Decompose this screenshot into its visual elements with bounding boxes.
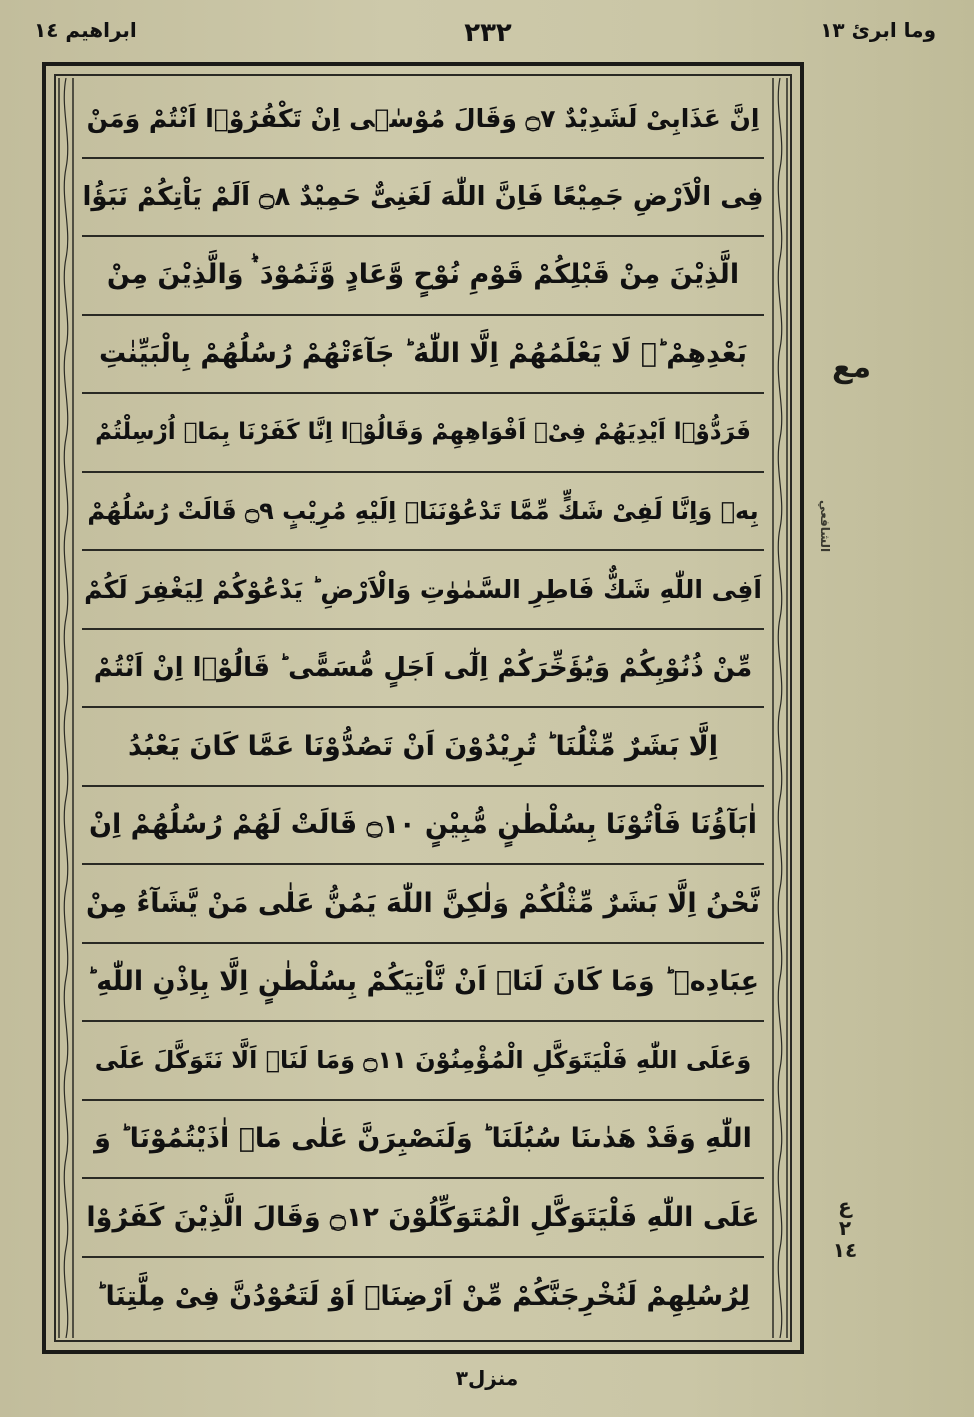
text-line-16: لِرُسُلِهِمْ لَنُخْرِجَنَّكُمْ مِّنْ اَرْضِنَاۤ اَوْ لَتَعُوْدُنَّ فِىْ مِلَّتِنَا ؕ [96,1281,750,1313]
page-number: ٢٣٢ [464,18,512,48]
text-line-8: مِّنْ ذُنُوْبِكُمْ وَيُؤَخِّرَكُمْ اِلٰٓى اَجَلٍ مُّسَمًّى ؕ قَالُوْۤا اِنْ اَنْتُمْ [82,630,764,709]
margin-mark-ma: مع [832,350,872,385]
text-line-3: الَّذِيْنَ مِنْ قَبْلِكُمْ قَوْمِ نُوْحٍ وَّعَادٍ وَّثَمُوْدَ ۛؕ وَالَّذِيْنَ مِنْ [82,237,764,316]
text-line-7: اَفِى اللّٰهِ شَكٌّ فَاطِرِ السَّمٰوٰتِ وَالْاَرْضِ ؕ يَدْعُوْكُمْ لِيَغْفِرَ لَكُمْ [82,551,764,630]
text-line-15: عَلَى اللّٰهِ فَلْيَتَوَكَّلِ الْمُتَوَكِّلُوْنَ ۝١٢ وَقَالَ الَّذِيْنَ كَفَرُوْا [82,1179,764,1258]
text-line-10: اٰبَآؤُنَا فَاْتُوْنَا بِسُلْطٰنٍ مُّبِيْنٍ ۝١٠ قَالَتْ لَهُمْ رُسُلُهُمْ اِنْ [82,787,764,866]
text-line-13: وَعَلَى اللّٰهِ فَلْيَتَوَكَّلِ الْمُؤْمِنُوْنَ ۝١١ وَمَا لَنَاۤ اَلَّا نَتَوَكَّلَ عَلَى [82,1022,764,1101]
verse-lines [82,80,764,1336]
right-border-ornament [770,78,790,1338]
left-border-ornament [56,78,76,1338]
text-line-5: فَرَدُّوْۤا اَيْدِيَهُمْ فِىْۤ اَفْوَاهِهِمْ وَقَالُوْۤا اِنَّا كَفَرْنَا بِمَاۤ اُرْسِلْتُمْ [82,394,764,473]
juz-label: وما ابرئ ١٣ [820,18,936,42]
text-line-4: بَعْدِهِمْ ؕۛ لَا يَعْلَمُهُمْ اِلَّا اللّٰهُ ؕ جَآءَتْهُمْ رُسُلُهُمْ بِالْبَيِّنٰتِ [82,316,764,395]
manzil-footer: منزل٣ [455,1366,519,1390]
text-line-14: اللّٰهِ وَقَدْ هَدٰٮنَا سُبُلَنَا ؕ وَلَنَصْبِرَنَّ عَلٰى مَاۤ اٰذَيْتُمُوْنَا ؕ وَ [82,1101,764,1180]
text-line-1: اِنَّ عَذَابِىْ لَشَدِيْدٌ ۝٧ وَقَالَ مُوْسٰۤى اِنْ تَكْفُرُوْۤا اَنْتُمْ وَمَنْ [82,80,764,159]
text-line-11: نَّحْنُ اِلَّا بَشَرٌ مِّثْلُكُمْ وَلٰكِنَّ اللّٰهَ يَمُنُّ عَلٰى مَنْ يَّشَآءُ مِنْ [82,865,764,944]
margin-note: الشافعي [818,500,832,553]
text-line-6: بِهٖ وَاِنَّا لَفِىْ شَكٍّ مِّمَّا تَدْعُوْنَنَاۤ اِلَيْهِ مُرِيْبٍ ۝٩ قَالَتْ رُسُلُهُمْ [82,473,764,552]
page-header [28,18,948,58]
text-frame [42,62,804,1354]
text-line-9: اِلَّا بَشَرٌ مِّثْلُنَا ؕ تُرِيْدُوْنَ اَنْ تَصُدُّوْنَا عَمَّا كَانَ يَعْبُدُ [82,708,764,787]
text-line-12: عِبَادِهٖ ؕ وَمَا كَانَ لَنَاۤ اَنْ نَّاْتِيَكُمْ بِسُلْطٰنٍ اِلَّا بِاِذْنِ اللّٰهِ ؕ [82,944,764,1023]
surah-label: ابراهيم ١٤ [34,18,137,42]
ruku-marker: ع ٢ ١٤ [832,1194,858,1262]
text-line-2: فِى الْاَرْضِ جَمِيْعًا فَاِنَّ اللّٰهَ لَغَنِىٌّ حَمِيْدٌ ۝٨ اَلَمْ يَاْتِكُمْ نَبَؤُا [82,159,764,238]
